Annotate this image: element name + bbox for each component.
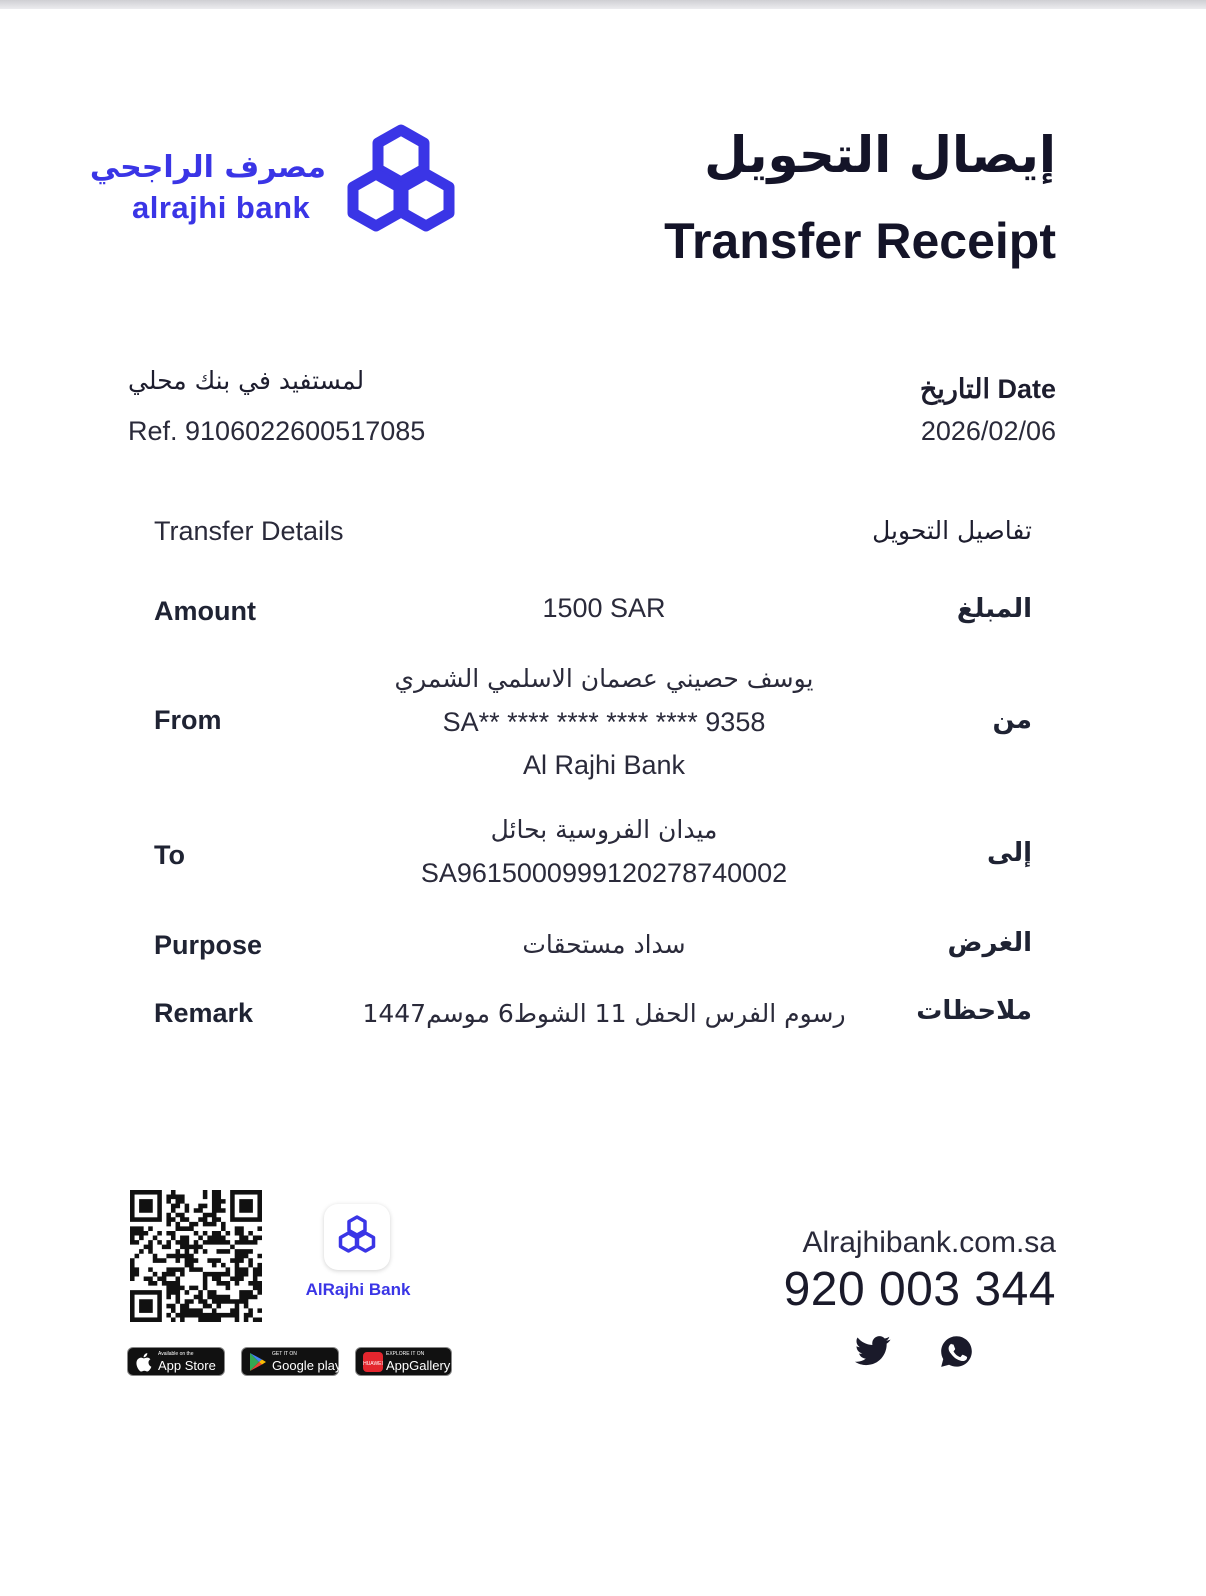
beneficiary-type: لمستفيد في بنك محلي [128,366,365,395]
app-store-badge[interactable]: Available on the App Store [127,1347,225,1376]
brand-name-english: alrajhi bank [132,190,311,225]
whatsapp-icon[interactable] [939,1334,974,1373]
purpose-value: سداد مستحقات [522,930,686,959]
twitter-icon[interactable] [855,1335,891,1371]
amount-value: 1500 SAR [542,593,666,623]
app-name: AlRajhi Bank [305,1280,411,1299]
page-title: Transfer Receipt [664,213,1056,269]
remark-label: Remark [154,998,254,1028]
website-link[interactable]: Alrajhibank.com.sa [802,1226,1056,1259]
svg-text:HUAWEI: HUAWEI [363,1361,383,1367]
sender-name: يوسف حصيني عصمان الاسلمي الشمري [394,664,814,693]
date-value: 2026/02/06 [920,416,1056,446]
qr-code[interactable] [130,1190,262,1326]
page-title-arabic: إيصال التحويل [704,126,1056,184]
phone-number[interactable]: 920 003 344 [783,1263,1056,1316]
google-play-icon [249,1352,267,1376]
from-label: From [154,705,222,735]
recipient-iban: SA9615000999120278740002 [420,858,788,888]
date-label: التاريخ Date [919,374,1056,404]
alrajhi-logo-icon [338,122,464,250]
brand-name-arabic: مصرف الراجحي [89,150,326,185]
app-gallery-badge[interactable]: HUAWEI EXPLORE IT ON AppGallery [355,1347,452,1376]
remark-value: رسوم الفرس الحفل 11 الشوط6 موسم1447 [362,999,846,1028]
google-play-badge[interactable]: GET IT ON Google play [241,1347,339,1376]
from-label-arabic: من [992,705,1032,735]
transfer-details-heading-arabic: تفاصيل التحويل [872,516,1032,545]
reference-number: Ref. 9106022600517085 [128,416,426,446]
remark-label-arabic: ملاحظات [916,996,1032,1026]
amount-label: Amount [154,596,256,626]
apple-icon [135,1352,152,1376]
amount-label-arabic: المبلغ [956,594,1032,624]
recipient-name: ميدان الفروسية بحائل [490,815,718,844]
sender-bank: Al Rajhi Bank [522,750,686,780]
to-label: To [154,840,185,870]
purpose-label: Purpose [154,930,263,960]
transfer-details-heading: Transfer Details [154,516,344,546]
purpose-label-arabic: الغرض [947,928,1032,958]
top-border [0,0,1206,9]
sender-account: SA** **** **** **** **** 9358 [442,707,766,737]
to-label-arabic: إلى [987,838,1032,868]
huawei-icon [363,1352,383,1376]
app-icon[interactable] [324,1204,390,1270]
